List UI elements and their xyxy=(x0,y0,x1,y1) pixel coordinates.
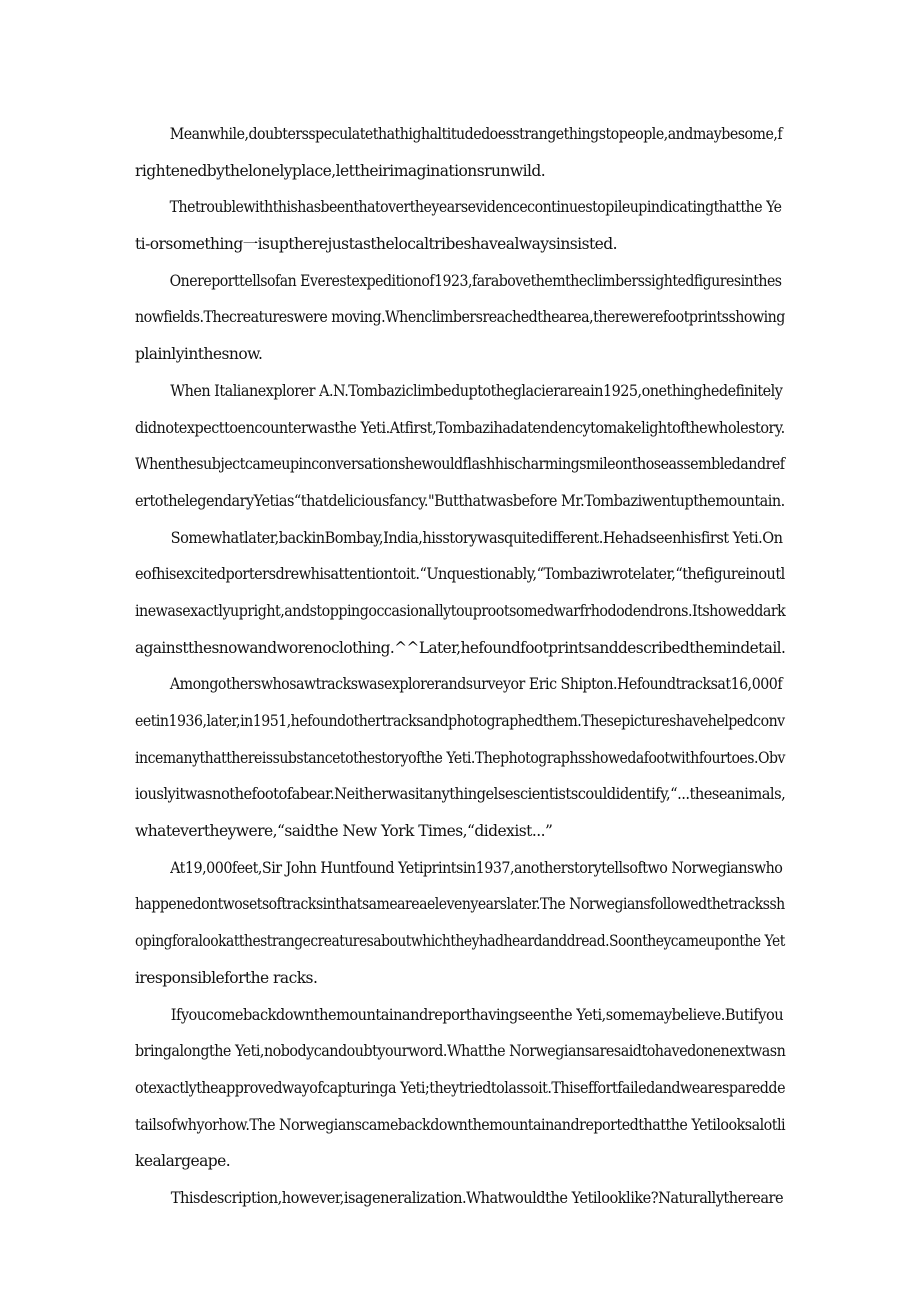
text-line: ertothelegendaryYetias“thatdeliciousfancy."Butthatwasbefore Mr.Tombaziwentupthemountain. xyxy=(135,491,785,510)
text-line: againstthesnowandworenoclothing.^^Later,hefoundfootprintsanddescribedthemindetail. xyxy=(135,638,786,657)
text-line: Ifyoucomebackdownthemountainandreporthavingseenthe Yeti,somemaybelieve.Butifyou xyxy=(170,1005,784,1024)
text-line: tailsofwhyorhow.The Norwegianscamebackdownthemountainandreportedthatthe Yetilooksalotli xyxy=(135,1115,786,1134)
text-line: happenedontwosetsoftracksinthatsameareaelevenyearslater.The Norwegiansfollowedthetrackssh xyxy=(135,895,785,914)
text-line: bringalongthe Yeti,nobodycandoubtyourword.Whatthe Norwegiansaresaidtohavedonenextwasn xyxy=(135,1042,786,1061)
text-line: eofhisexcitedportersdrewhisattentiontoit.“Unquestionably,“Tombaziwrotelater,“thefigureinoutl xyxy=(135,565,785,584)
text-line: ti-orsomething一isuptherejustasthelocaltribeshavealwaysinsisted. xyxy=(135,235,618,254)
text-line: At19,000feet,Sir John Huntfound Yetiprintsin1937,anotherstorytellsoftwo Norwegianswho xyxy=(170,858,783,877)
text-line: didnotexpecttoencounterwasthe Yeti.Atfirst,Tombazihadatendencytomakelightofthewholestory. xyxy=(135,418,785,437)
text-line: opingforalookatthestrangecreaturesaboutwhichtheyhadheardanddread.Soontheycameuponthe Yet xyxy=(135,932,785,951)
text-line: Whenthesubjectcameupinconversationshewouldflashhischarmingsmileonthoseassembledandref xyxy=(135,455,785,474)
text-line: iouslyitwasnothefootofabear.Neitherwasitanythingelsescientistscouldidentify,“...theseanimals, xyxy=(135,785,786,804)
text-line: plainlyinthesnow. xyxy=(135,345,263,364)
text-line: iresponsibleforthe racks. xyxy=(135,968,318,987)
text-line: kealargeape. xyxy=(135,1152,231,1171)
text-line: Thetroublewiththishasbeenthatovertheyearsevidencecontinuestopileupindicatingthatthe Ye xyxy=(169,198,782,217)
text-line: nowfields.Thecreatureswere moving.Whenclimbersreachedthearea,therewerefootprintsshowing xyxy=(135,308,785,327)
body-text xyxy=(135,116,785,1217)
text-line: When Italianexplorer A.N.Tombaziclimbeduptotheglacierareain1925,onethinghedefinitely xyxy=(170,381,783,400)
text-line: incemanythatthereissubstancetothestoryofthe Yeti.Thephotographsshowedafootwithfourtoes.Obv xyxy=(135,748,785,767)
text-line: otexactlytheapprovedwayofcapturinga Yeti;theytriedtolassoit.Thiseffortfailedandwearesparedde xyxy=(135,1078,786,1097)
text-line: Meanwhile,doubtersspeculatethathighaltitudedoesstrangethingstopeople,andmaybesome,f xyxy=(169,125,783,143)
text-line: inewasexactlyupright,andstoppingoccasionallytouprootsomedwarfrhododendrons.Itshoweddark xyxy=(135,601,786,620)
text-line: whatevertheywere,“saidthe New York Times,“didexist...” xyxy=(135,822,553,841)
text-line: rightenedbythelonelyplace,lettheirimaginationsrunwild. xyxy=(135,161,546,180)
text-line: Somewhatlater,backinBombay,India,hisstorywasquitedifferent.Hehadseenhisfirst Yeti.On xyxy=(170,528,783,547)
text-line: Amongotherswhosawtrackswasexplorerandsurveyor Eric Shipton.Hefoundtracksat16,000f xyxy=(169,675,783,694)
text-line: Onereporttellsofan Everestexpeditionof1923,farabovethemtheclimberssightedfiguresinthes xyxy=(169,271,782,290)
text-line: Thisdescription,however,isageneralization.Whatwouldthe Yetilooklike?Naturallythereare xyxy=(170,1188,784,1207)
text-line: eetin1936,later,in1951,hefoundothertracksandphotographedthem.Thesepictureshavehelpedconv xyxy=(135,712,785,730)
